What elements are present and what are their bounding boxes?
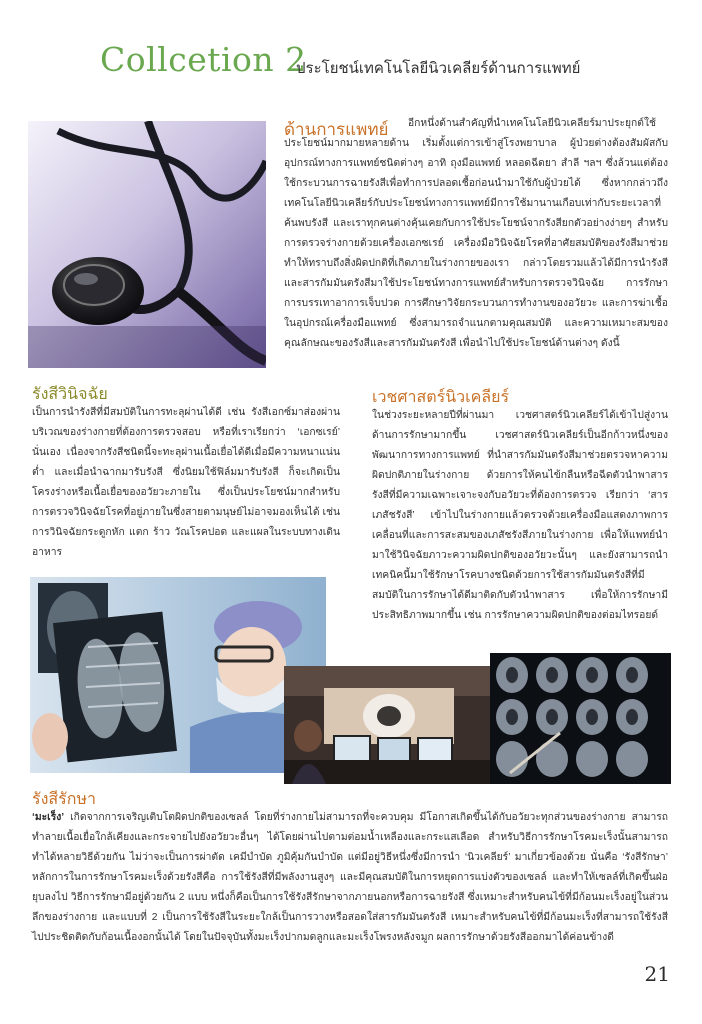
stethoscope-illustration — [28, 121, 266, 368]
section-body-therapy — [32, 808, 668, 948]
section-heading-therapy: รังสีรักษา — [32, 791, 96, 808]
page-title — [100, 40, 680, 92]
xray-doctor-photo — [30, 577, 326, 773]
collection-subtitle: ประโยชน์เทคโนโลยีนิวเคลียร์ด้านการแพทย์ — [296, 60, 581, 77]
section-heading-diagnosis: รังสีวินิจฉัย — [32, 386, 108, 403]
section-heading-medical: ด้านการแพทย์ — [284, 120, 389, 139]
page-number: 21 — [644, 962, 670, 986]
therapy-body-text: เกิดจากการเจริญเติบโตผิดปกติของเซลล์ โดยที่ร่างกายไม่สามารถที่จะควบคุม มีโอกาสเกิดขึ้นได้กับอวัยวะทุกส่วนของร่างกาย สามารถทำลายเนื้อเยื่อใกล้เคียงและกระจายไปยังอวัยวะอื่นๆ ได้โดยผ่านไปตามต่อมน้ำเหลืองและกระแสเลือด สำหรับวิธีการรักษาโรคมะเร็งนั้นสามารถทำได้หลายวิธีด้วยกัน ไม่ว่าจะเป็นการผ่าตัด เคมีบำบัด ภูมิคุ้มกันบำบัด แต่มีอยู่วิธีหนึ่งซึ่งมีการนำ ‘นิวเคลียร์’ มาเกี่ยวข้องด้วย นั่นคือ ‘รังสีรักษา’ หลักการในการรักษาโรคมะเร็งด้วยรังสีคือ การใช้รังสีที่มีพลังงานสูงๆ และมีคุณสมบัติในการหยุดการแบ่งตัวของเซลล์ และทำให้เซลล์ที่เกิดขึ้นฝ่อยุบลงไป วิธีการรักษามีอยู่ด้วยกัน 2 แบบ หนึ่งก็คือเป็นการใช้รังสีรักษาจากภายนอกหรือการฉายรังสี ซึ่งเหมาะสำหรับคนไข้ที่มีก้อนมะเร็งอยู่ในส่วนลึกของร่างกาย และแบบที่ 2 เป็นการใช้รังสีในระยะใกล้เป็นการวางหรือสอดใส่สารกัมมันตรังสี เหมาะสำหรับคนไข้ที่มีก้อนมะเร็งที่สามารถใช้รังสีไปประชิดติดกับก้อนเนื้องอกนั้นได้ โดยในปัจจุบันทั้งมะเร็งปากมดลูกและมะเร็งโพรงหลังจมูก ผลการรักษาด้วยรังสีออกมาได้ค่อนข้างดี — [32, 812, 668, 943]
section-heading-nuclear-medicine: เวชศาสตร์นิวเคลียร์ — [372, 389, 510, 406]
collection-title: Collcetion 2 — [100, 40, 307, 79]
section-body-medical: อีกหนึ่งด้านสำคัญที่นำเทคโนโลยีนิวเคลียร์มาประยุกต์ใช้ประโยชน์มากมายหลายด้าน เริ่มตั้งแต่การเข้าสู่โรงพยาบาล ผู้ป่วยต่างต้องสัมผัสกับอุปกรณ์ทางการแพทย์ชนิดต่างๆ อาทิ ถุงมือแพทย์ หลอดฉีดยา สำลี ฯลฯ ซึ่งล้วนแต่ต้องใช้กระบวนการฉายรังสีเพื่อทำการปลอดเชื้อก่อนนำมาใช้กับผู้ป่วยได้ ซึ่งหากกล่าวถึงเทคโนโลยีนิวเคลียร์กับประโยชน์ทางการแพทย์มีการใช้มานานเกือบเท่ากับระยะเวลาที่ค้นพบรังสี และเราทุกคนต่างคุ้นเคยกับการใช้ประโยชน์จากรังสียกตัวอย่างง่ายๆ สำหรับการตรวจร่างกายด้วยเครื่องเอกซเรย์ เครื่องมือวินิจฉัยโรคที่อาศัยสมบัติของรังสีมาช่วยทำให้ทราบถึงสิ่งผิดปกติที่เกิดภายในร่างกายของเรา กล่าวโดยรวมแล้วได้มีการนำรังสีและสารกัมมันตรังสีมาใช้ประโยชน์ทางการแพทย์สำหรับการตรวจวินิจฉัย การรักษา การบรรเทาอาการเจ็บปวด การศึกษาวิจัยกระบวนการทำงานของอวัยวะ และการฆ่าเชื้อในอุปกรณ์เครื่องมือแพทย์ ซึ่งสามารถจำแนกตามคุณสมบัติ และความเหมาะสมของคุณลักษณะของรังสีและสารกัมมันตรังสี เพื่อนำไปใช้ประโยชน์ด้านต่างๆ ดังนี้ — [284, 118, 668, 349]
brain-scan-illustration — [490, 653, 671, 784]
therapy-lead-term: ‘มะเร็ง’ — [32, 812, 65, 823]
section-body-nuclear-medicine: ในช่วงระยะหลายปีที่ผ่านมา เวชศาสตร์นิวเคลียร์ได้เข้าไปสู่งานด้านการรักษามากขึ้น เวชศาสตร์นิวเคลียร์เป็นอีกก้าวหนึ่งของพัฒนาการทางการแพทย์ ที่นำสารกัมมันตรังสีมาช่วยตรวจหาความผิดปกติภายในร่างกาย ด้วยการให้คนไข้กลืนหรือฉีดตัวนำพาสารรังสีที่มีความเฉพาะเจาะจงกับอวัยวะที่ต้องการตรวจ เรียกว่า ‘สารเภสัชรังสี’ เข้าไปในร่างกายแล้วตรวจด้วยเครื่องมือแสดงภาพการเคลื่อนที่และการสะสมของเภสัชรังสีภายในร่างกาย เพื่อให้แพทย์นำมาใช้วินิจฉัยภาวะความผิดปกติของอวัยวะนั้นๆ และยังสามารถนำเทคนิคนี้มาใช้รักษาโรคบางชนิดด้วยการใช้สารกัมมันตรังสีที่มีสมบัติในการรักษาได้ดีมาติดกับตัวนำพาสาร เพื่อให้การรักษามีประสิทธิภาพมากขึ้น เช่น การรักษาความผิดปกติของต่อมไทรอยด์ — [372, 410, 668, 621]
imaging-room-illustration — [284, 666, 494, 784]
section-body-diagnosis: เป็นการนำรังสีที่มีสมบัติในการทะลุผ่านได้ดี เช่น รังสีเอกซ์มาส่องผ่านบริเวณของร่างกายที่ต้องการตรวจสอบ หรือที่เราเรียกว่า ‘เอกซเรย์’ นั่นเอง เนื่องจากรังสีชนิดนี้จะทะลุผ่านเนื้อเยื่อได้ดีเมื่อมีความหนาแน่นต่ำ และเมื่อนำฉากมารับรังสี ซึ่งนิยมใช้ฟิล์มมารับรังสี ก็จะเกิดเป็นโครงร่างหรือเนื้อเยื่อของอวัยวะภายใน ซึ่งเป็นประโยชน์มากสำหรับการตรวจวินิจฉัยโรคที่อยู่ภายในซึ่งสายตามนุษย์ไม่อาจมองเห็นได้ เช่น การวินิจฉัยกระดูกหัก แตก ร้าว วัณโรคปอด และแผลในระบบทางเดินอาหาร — [32, 407, 340, 558]
imaging-room-photo — [284, 666, 494, 784]
brain-scan-photo — [490, 653, 671, 784]
stethoscope-photo — [28, 121, 266, 368]
xray-illustration — [30, 577, 326, 773]
